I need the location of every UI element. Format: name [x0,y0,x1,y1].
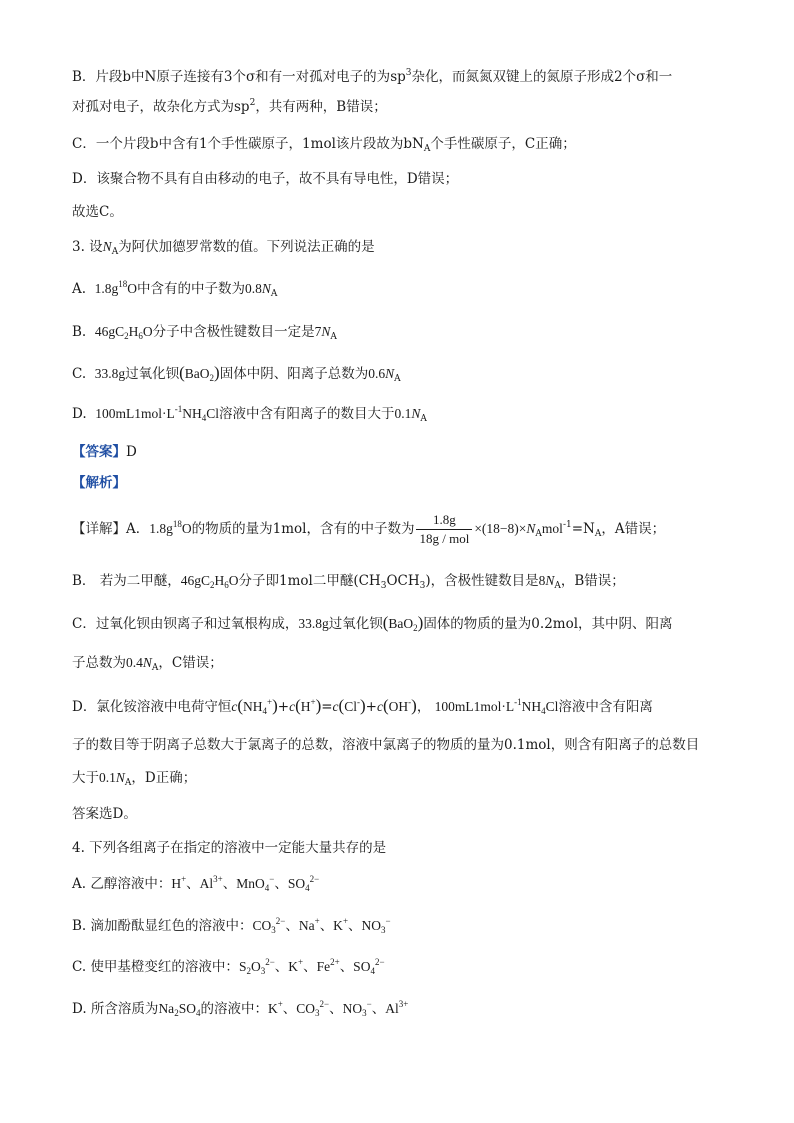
q3-analysis-tag: 【解析】 [72,475,126,491]
q3-answer: 【答案】D [72,444,137,460]
q3-option-a: A. $1.8g^{18}O$中含有的中子数为$0.8N_A$ [72,279,278,299]
q3-explanation-b: B． 若为二甲醚，$46gC_2H_6O$分子即1mol二甲醚$(CH_3OCH_3)$，含极性键数目是$8N_A$，B错误； [72,573,625,591]
q2-option-b-line2: 对孤对电子，故杂化方式为$sp^2$，共有两种，B错误； [72,98,387,115]
q4-stem: 4. 下列各组离子在指定的溶液中一定能大量共存的是 [72,840,387,856]
q4-option-d: D. 所含溶质为$Na_2SO_4$的溶液中：K+、$CO_3^{2-}$、$NO_3^-$、$Al^{3+}$ [72,999,409,1018]
q3-explanation-a: 【详解】A．$1.8g^{18}O$的物质的量为1mol，含有的中子数为 $\frac{1.8g}{\text{18g / mol}}$ $\times(18-8)\times N_Amol^{-1}=N_A$，A错误； [72,512,666,546]
q3-explanation-d-line1: D．氯化铵溶液中电荷守恒$c(NH_4^+)+c(H^+)=c(Cl^-)+c(OH^-)$， $100mL1mol\cdot L^{-1}NH_4Cl$溶液中含有阳离 [72,696,653,716]
q2-option-c: C．一个片段b中含有1个手性碳原子，1mol该片段故为$bN_A$个手性碳原子，C正确； [72,136,576,154]
q2-option-d: D．该聚合物不具有自由移动的电子，故不具有导电性，D错误； [72,171,459,187]
q3-conclusion: 答案选D。 [72,806,137,822]
q4-option-a: A. 乙醇溶液中：H+、$Al^{3+}$、MnO$_4$−、$SO_4^{2-}$ [72,874,320,893]
q4-option-b: B. 滴加酚酞显红色的溶液中：$CO_3^{2-}$、Na+、K+、$NO_3^-$ [72,916,391,935]
q3-option-d: D. $100mL1mol\cdot L^{-1}NH_4Cl$溶液中含有阳离子的数目大于$0.1N_A$ [72,404,427,424]
q2-option-b-line1: B．片段b中N原子连接有3个σ和有一对孤对电子的为$sp^3$杂化，而氮氮双键上的氮原子形成2个σ和一 [72,68,673,85]
q3-stem: 3. 设$N_A$为阿伏加德罗常数的值。下列说法正确的是 [72,239,375,257]
q3-option-b: B. $46gC_2H_6O$分子中含极性键数目一定是$7N_A$ [72,324,337,342]
q3-option-c: C. 33.8g过氧化钡(BaO$_2$)固体中阴、阳离子总数为$0.6N_A$ [72,363,401,384]
q3-explanation-d-line2: 子的数目等于阴离子总数大于氯离子的总数，溶液中氯离子的物质的量为0.1mol，则含有阳离子的总数目 [72,737,700,753]
q2-conclusion: 故选C。 [72,204,123,220]
q4-option-c: C. 使甲基橙变红的溶液中：$S_2O_3^{2-}$、K+、$Fe^{2+}$、$SO_4^{2-}$ [72,957,385,976]
neutron-fraction: $\frac{1.8g}{\text{18g / mol}}$ [416,512,472,547]
q3-explanation-c-line2: 子总数为$0.4N_A$，C错误； [72,655,223,673]
q3-explanation-c-line1: C．过氧化钡由钡离子和过氧根构成，33.8g过氧化钡(BaO$_2$)固体的物质的量为0.2mol，其中阴、阳离 [72,613,673,633]
q3-explanation-d-line3: 大于$0.1N_A$，D正确； [72,770,197,788]
